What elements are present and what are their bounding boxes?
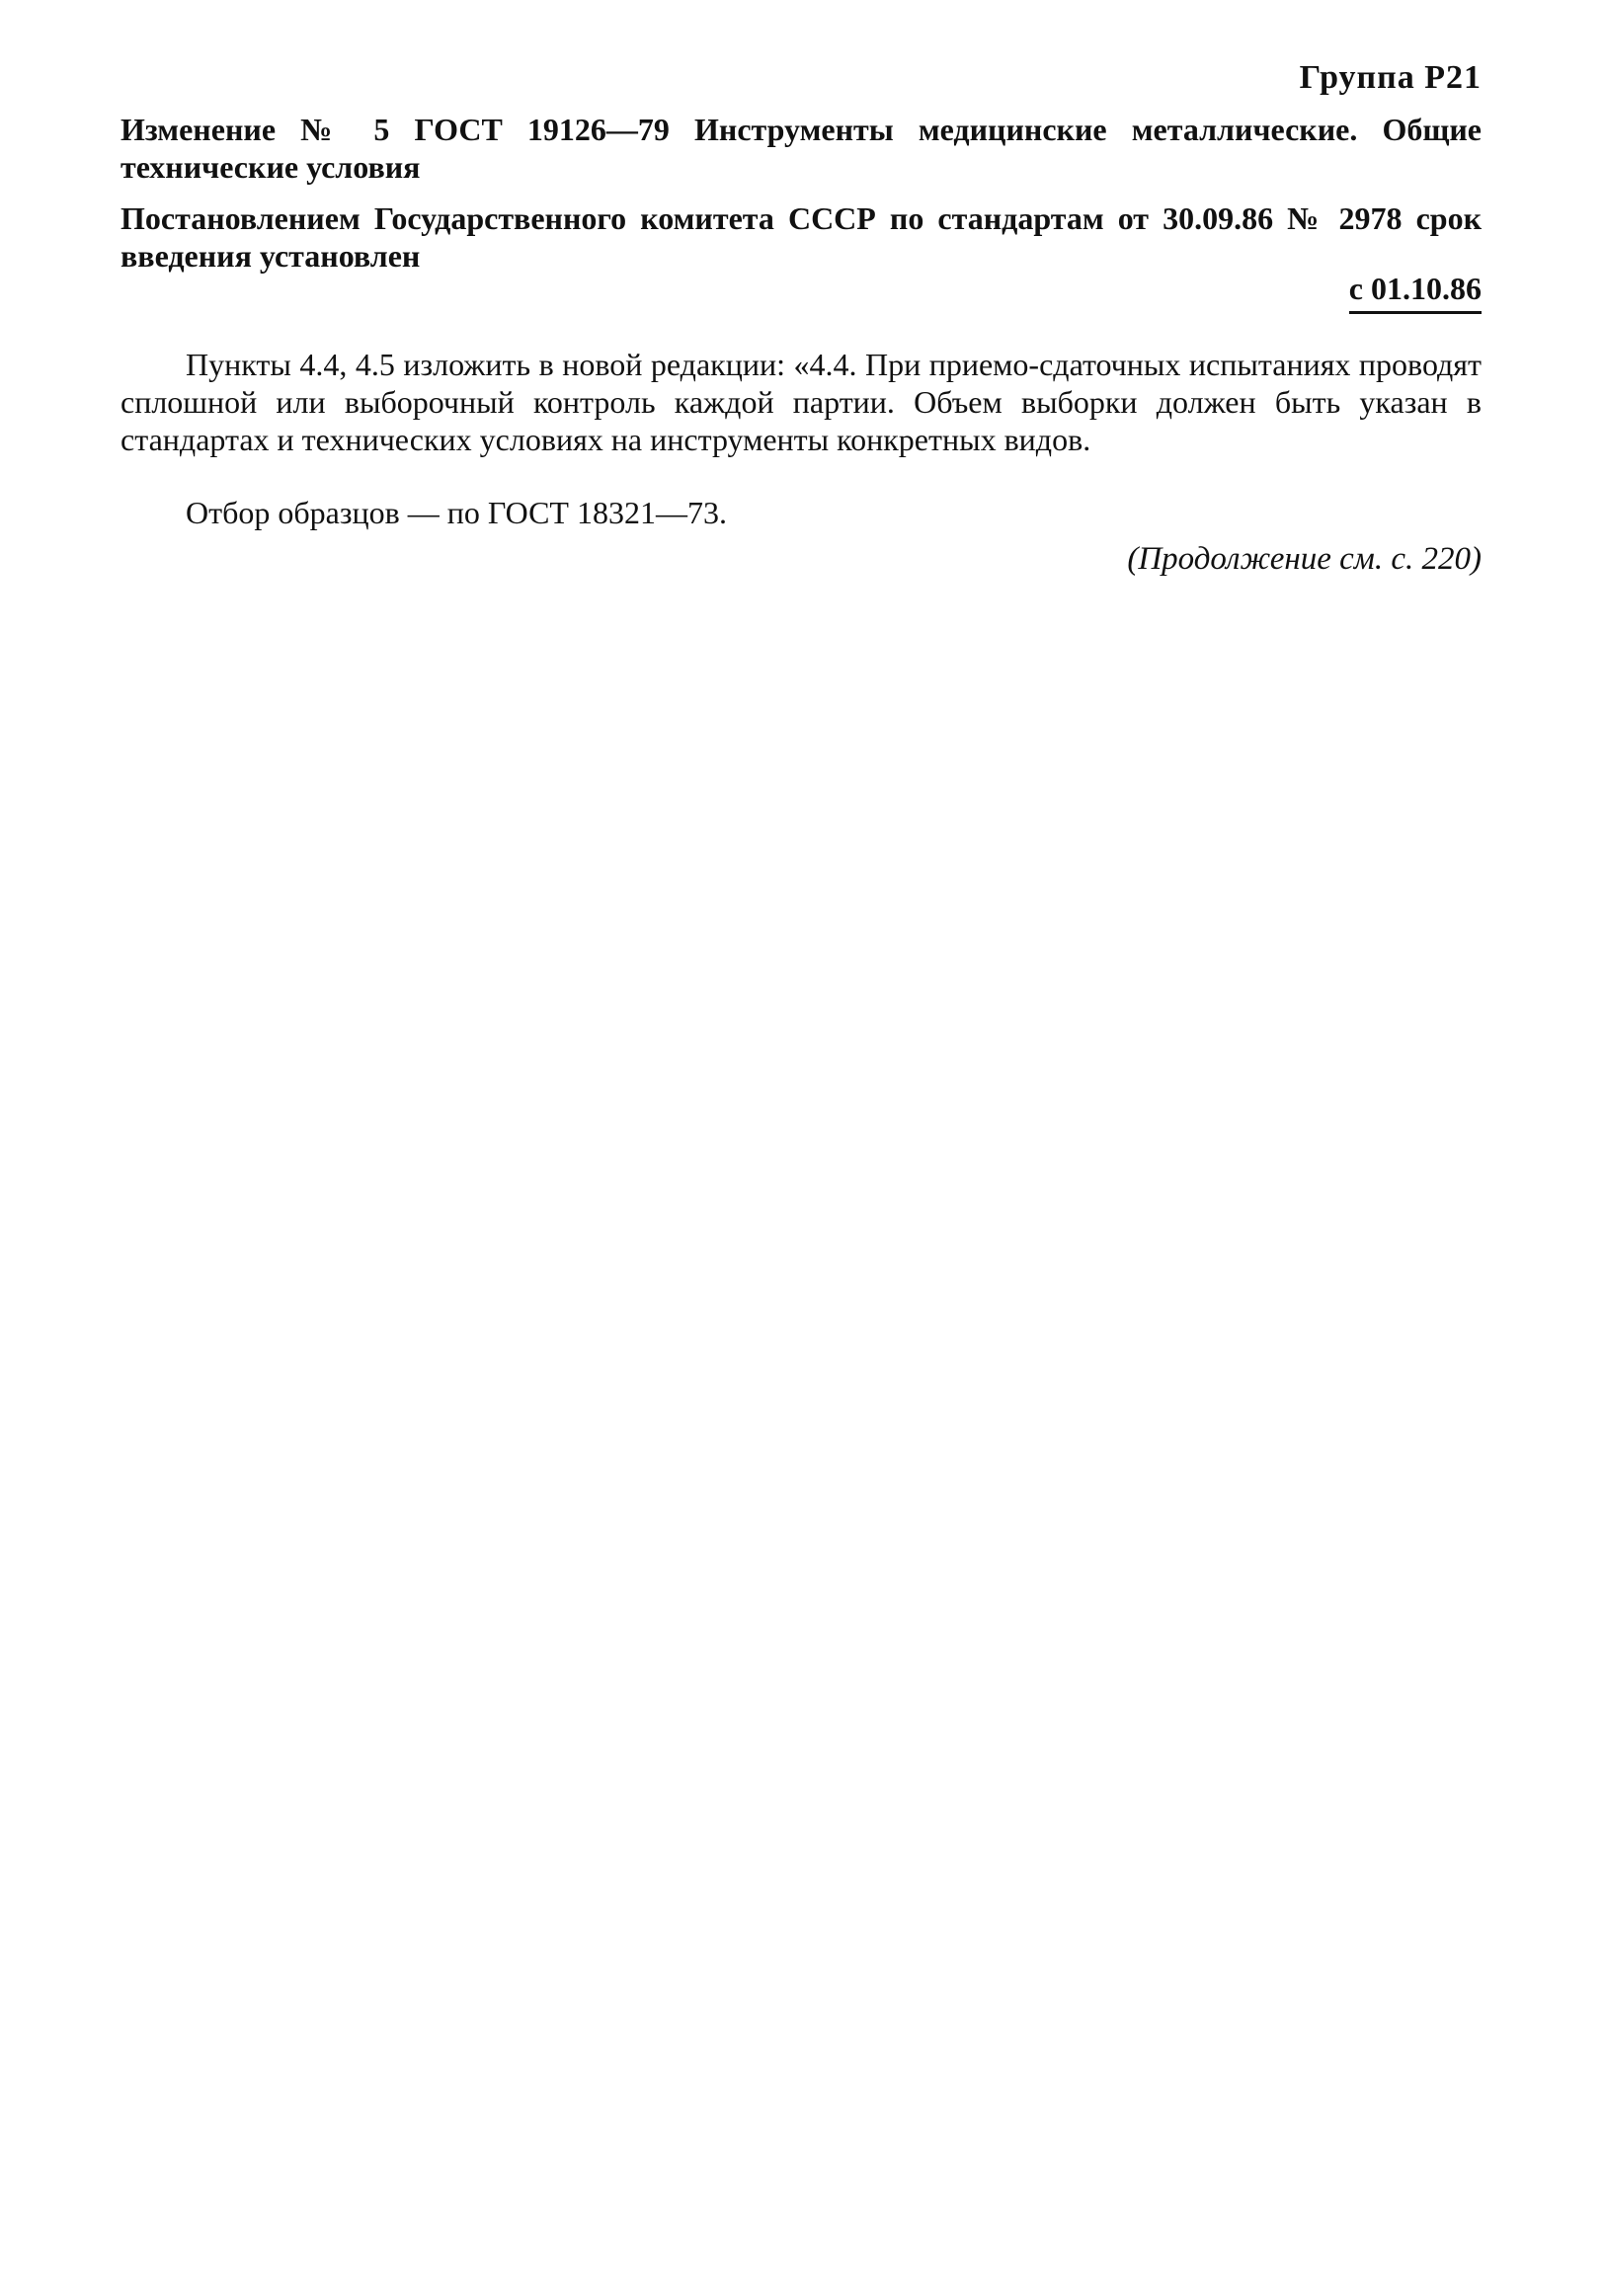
document-page: [120, 0, 1482, 2296]
amendment-title: Изменение № 5 ГОСТ 19126—79 Инструменты медицинские металлические. Общие технические условия: [120, 112, 1482, 185]
effective-date: с 01.10.86: [1349, 269, 1482, 314]
sampling-paragraph: Отбор образцов — по ГОСТ 18321—73.: [186, 495, 727, 530]
decree-text: Постановлением Государственного комитета СССР по стандартам от 30.09.86 № 2978 срок введения установлен: [120, 200, 1482, 274]
body-paragraph: Пункты 4.4, 4.5 изложить в новой редакции: «4.4. При приемо-сдаточных испытаниях проводят сплошной или выборочный контроль каждой партии. Объем выборки должен быть указан в стандартах и технических условиях на инструменты конкретных видов.: [120, 347, 1482, 457]
group-label: Группа Р21: [1299, 59, 1482, 96]
continuation-note: (Продолжение см. с. 220): [1127, 541, 1482, 577]
